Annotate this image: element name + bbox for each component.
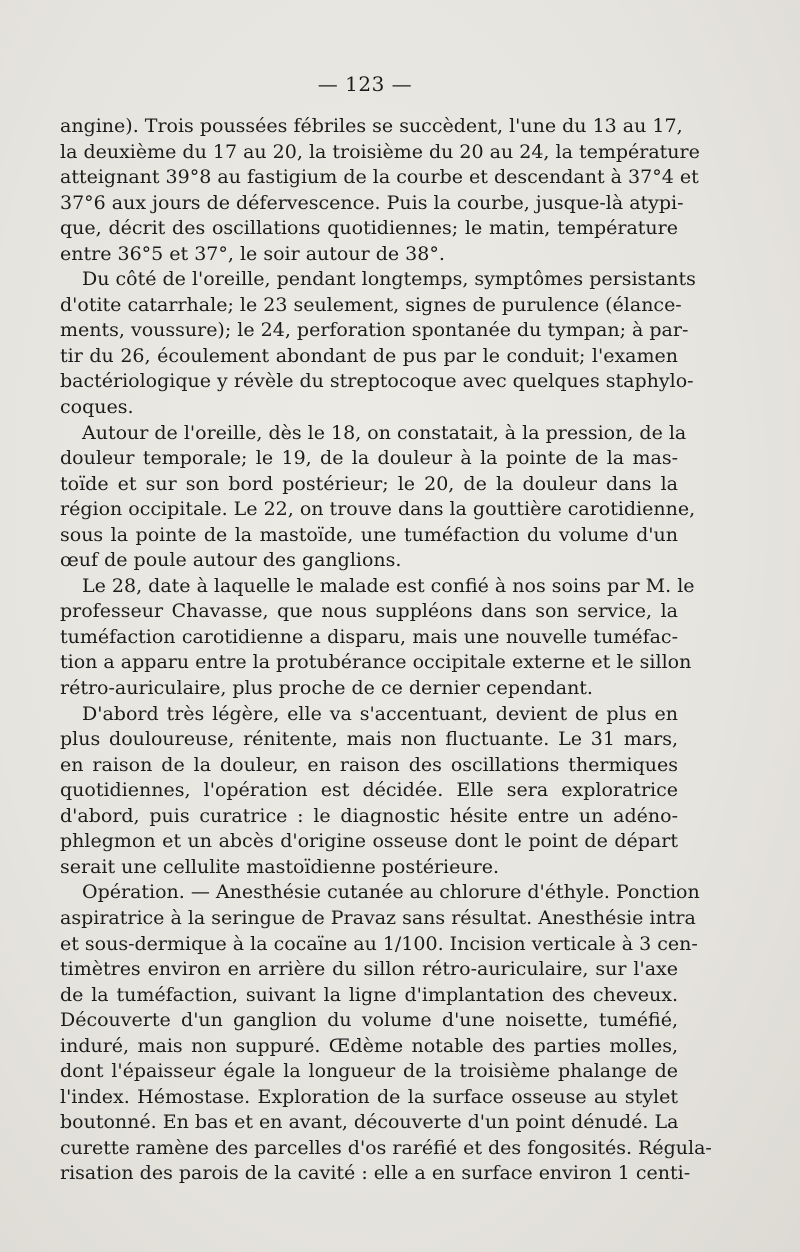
text-line: aspiratrice à la seringue de Pravaz sans résultat. Anesthésie intra (60, 906, 696, 929)
paragraph (60, 574, 695, 702)
text-line: Opération. — Anesthésie cutanée au chlorure d'éthyle. Ponction (82, 881, 700, 904)
text-line: tuméfaction carotidienne a disparu, mais une nouvelle tuméfac- (60, 625, 678, 648)
page-number: — 123 — (317, 72, 413, 96)
text-line: tir du 26, écoulement abondant de pus par le conduit; l'examen (60, 344, 678, 367)
text-line: bactériologique y révèle du streptocoque avec quelques staphylo- (60, 370, 694, 393)
text-line: curette ramène des parcelles d'os raréfié et des fongosités. Régula- (60, 1136, 712, 1159)
text-line: œuf de poule autour des ganglions. (60, 549, 402, 572)
paragraph (60, 880, 712, 1187)
paragraph (60, 702, 678, 881)
paragraph (60, 114, 700, 267)
text-line: douleur temporale; le 19, de la douleur à la pointe de la mas- (60, 447, 678, 470)
text-line: rétro-auriculaire, plus proche de ce dernier cependant. (60, 677, 593, 700)
text-line: sous la pointe de la mastoïde, une tuméfaction du volume d'un (60, 523, 678, 546)
text-line: tion a apparu entre la protubérance occipitale externe et le sillon (60, 651, 692, 674)
text-line: D'abord très légère, elle va s'accentuant, devient de plus en (82, 702, 678, 725)
text-line: toïde et sur son bord postérieur; le 20, de la douleur dans la (60, 472, 678, 495)
text-line: Découverte d'un ganglion du volume d'une noisette, tuméfié, (60, 1009, 678, 1032)
text-line: phlegmon et un abcès d'origine osseuse dont le point de départ (60, 830, 678, 853)
text-line: angine). Trois poussées fébriles se succèdent, l'une du 13 au 17, (60, 115, 683, 137)
text-line: ments, voussure); le 24, perforation spontanée du tympan; à par- (60, 319, 689, 342)
text-line: la deuxième du 17 au 20, la troisième du 20 au 24, la température (60, 140, 700, 163)
text-line: 37°6 aux jours de défervescence. Puis la courbe, jusque-là atypi- (60, 191, 684, 214)
text-line: induré, mais non suppuré. Œdème notable des parties molles, (60, 1034, 678, 1057)
text-line: en raison de la douleur, en raison des oscillations thermiques (60, 753, 678, 776)
text-line: Le 28, date à laquelle le malade est confié à nos soins par M. le (82, 574, 695, 597)
text-line: plus douloureuse, rénitente, mais non fluctuante. Le 31 mars, (60, 728, 678, 751)
paragraph (60, 267, 696, 420)
text-line: dont l'épaisseur égale la longueur de la troisième phalange de (60, 1060, 678, 1083)
text-line: d'otite catarrhale; le 23 seulement, signes de purulence (élance- (60, 293, 682, 316)
text-line: timètres environ en arrière du sillon rétro-auriculaire, sur l'axe (60, 958, 678, 981)
text-line: coques. (60, 396, 134, 419)
text-line: boutonné. En bas et en avant, découverte d'un point dénudé. La (60, 1111, 679, 1134)
text-line: risation des parois de la cavité : elle a en surface environ 1 centi- (60, 1162, 691, 1185)
text-line: entre 36°5 et 37°, le soir autour de 38°. (60, 242, 445, 265)
text-line: quotidiennes, l'opération est décidée. Elle sera exploratrice (60, 779, 678, 802)
text-line: atteignant 39°8 au fastigium de la courbe et descendant à 37°4 et (60, 166, 699, 189)
paragraph (60, 421, 696, 574)
text-line: professeur Chavasse, que nous suppléons dans son service, la (60, 600, 678, 623)
body-text (60, 114, 712, 1187)
text-line: Du côté de l'oreille, pendant longtemps, symptômes persistants (82, 268, 696, 291)
text-line: que, décrit des oscillations quotidiennes; le matin, température (60, 217, 678, 240)
text-line: serait une cellulite mastoïdienne postérieure. (60, 855, 499, 878)
text-line: Autour de l'oreille, dès le 18, on constatait, à la pression, de la (82, 421, 687, 444)
text-line: région occipitale. Le 22, on trouve dans la gouttière carotidienne, (60, 498, 696, 521)
text-line: de la tuméfaction, suivant la ligne d'implantation des cheveux. (60, 983, 678, 1006)
text-line: d'abord, puis curatrice : le diagnostic hésite entre un adéno- (60, 804, 678, 827)
text-line: et sous-dermique à la cocaïne au 1/100. Incision verticale à 3 cen- (60, 932, 698, 955)
text-line: l'index. Hémostase. Exploration de la surface osseuse au stylet (60, 1085, 678, 1108)
